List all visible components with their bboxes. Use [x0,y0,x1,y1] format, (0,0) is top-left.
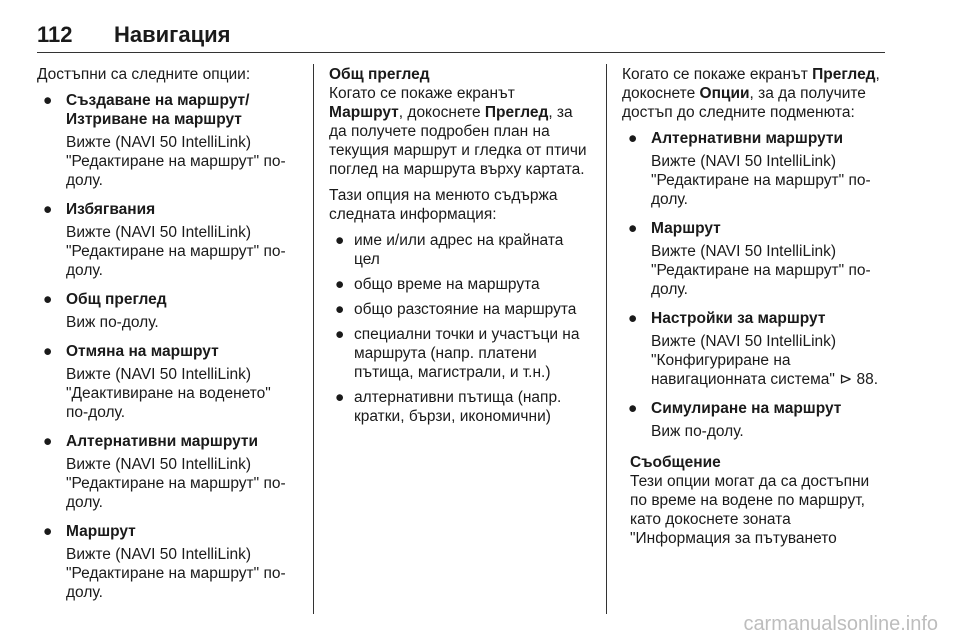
intro-text: Достъпни са следните опции: [37,66,251,83]
list-item [622,399,892,441]
item-description: Вижте (NAVI 50 IntelliLink) "Конфигуриране на навигационната система" ⊳ 88. [651,333,879,388]
list-item: ● общо време на маршрута [335,276,540,293]
item-title: Отмяна на маршрут [66,343,219,360]
paragraph: Тази опция на менюто съдържа следната информация: [329,187,558,223]
list-item [622,219,892,299]
bullet-icon: ● [43,92,53,109]
item-title: Алтернативни маршрути [651,130,844,147]
column-3 [622,65,892,548]
item-description: Вижте (NAVI 50 IntelliLink) "Редактиране на маршрут" по- долу. [651,153,871,208]
chapter-title: Навигация [114,22,231,47]
bullet-icon: ● [335,276,345,293]
page-reference: 88. [856,371,879,388]
item-title: Избягвания [66,201,156,218]
bullet-icon: ● [335,232,345,249]
column-1 [37,65,309,612]
list-item [37,522,309,602]
paragraph: Когато се покаже екранът Маршрут, докоснете Преглед, за да получете подробен план на текущия маршрут и гледка от птичи поглед на маршрута върху картата. [329,85,587,178]
page-reference-icon: ⊳ [839,371,853,388]
bullet-icon: ● [43,433,53,450]
list-item [37,432,309,512]
column-2 [329,65,599,432]
paragraph: Когато се покаже екранът Преглед, докоснете Опции, за да получите достъп до следните подменюта: [622,66,880,121]
watermark: carmanualsonline.info [743,613,938,635]
list-item: ● име и/или адрес на крайната цел [335,232,564,268]
item-title: Маршрут [66,523,136,540]
page-header [37,22,885,52]
bullet-icon: ● [628,310,638,327]
bullet-icon: ● [335,326,345,343]
item-title: Алтернативни маршрути [66,433,259,450]
bullet-icon: ● [43,343,53,360]
note-body: Тези опции могат да са достъпни по време на водене по маршрут, като докоснете зоната "Информация за пътуването [630,473,870,547]
bullet-icon: ● [628,130,638,147]
list-item [622,309,892,389]
page-number: 112 [37,22,73,47]
list-item [37,200,309,280]
column-divider-1 [313,64,314,614]
item-description: Вижте (NAVI 50 IntelliLink) "Редактиране на маршрут" по- долу. [66,456,286,511]
column-divider-2 [606,64,607,614]
bullet-icon: ● [43,201,53,218]
bullet-icon: ● [43,291,53,308]
bullet-icon: ● [335,301,345,318]
list-item: ● специални точки и участъци на маршрута (напр. платени пътища, магистрали, и т.н.) [335,326,580,381]
item-description: Вижте (NAVI 50 IntelliLink) "Деактивиране на воденето" по-долу. [66,366,271,421]
item-title: Настройки за маршрут [651,310,826,327]
list-item [37,91,309,190]
list-item: ● общо разстояние на маршрута [335,301,577,318]
item-description: Виж по-долу. [66,314,159,331]
bullet-icon: ● [335,389,345,406]
list-item: ● алтернативни пътища (напр. кратки, бързи, икономични) [335,389,562,425]
item-description: Вижте (NAVI 50 IntelliLink) "Редактиране на маршрут" по- долу. [66,546,286,601]
list-item [37,342,309,422]
list-item [37,290,309,332]
section-heading: Общ преглед [329,66,430,83]
item-title: Симулиране на маршрут [651,400,842,417]
item-description: Виж по-долу. [651,423,744,440]
bullet-icon: ● [628,400,638,417]
bullet-icon: ● [43,523,53,540]
note-title: Съобщение [630,454,721,471]
item-title: Създаване на маршрут/ Изтриване на маршрут [66,92,250,128]
header-rule [37,52,885,53]
bullet-icon: ● [628,220,638,237]
list-item [622,129,892,209]
item-description: Вижте (NAVI 50 IntelliLink) "Редактиране на маршрут" по- долу. [66,134,286,189]
item-description: Вижте (NAVI 50 IntelliLink) "Редактиране на маршрут" по- долу. [66,224,286,279]
item-title: Маршрут [651,220,721,237]
item-title: Общ преглед [66,291,167,308]
item-description: Вижте (NAVI 50 IntelliLink) "Редактиране на маршрут" по- долу. [651,243,871,298]
